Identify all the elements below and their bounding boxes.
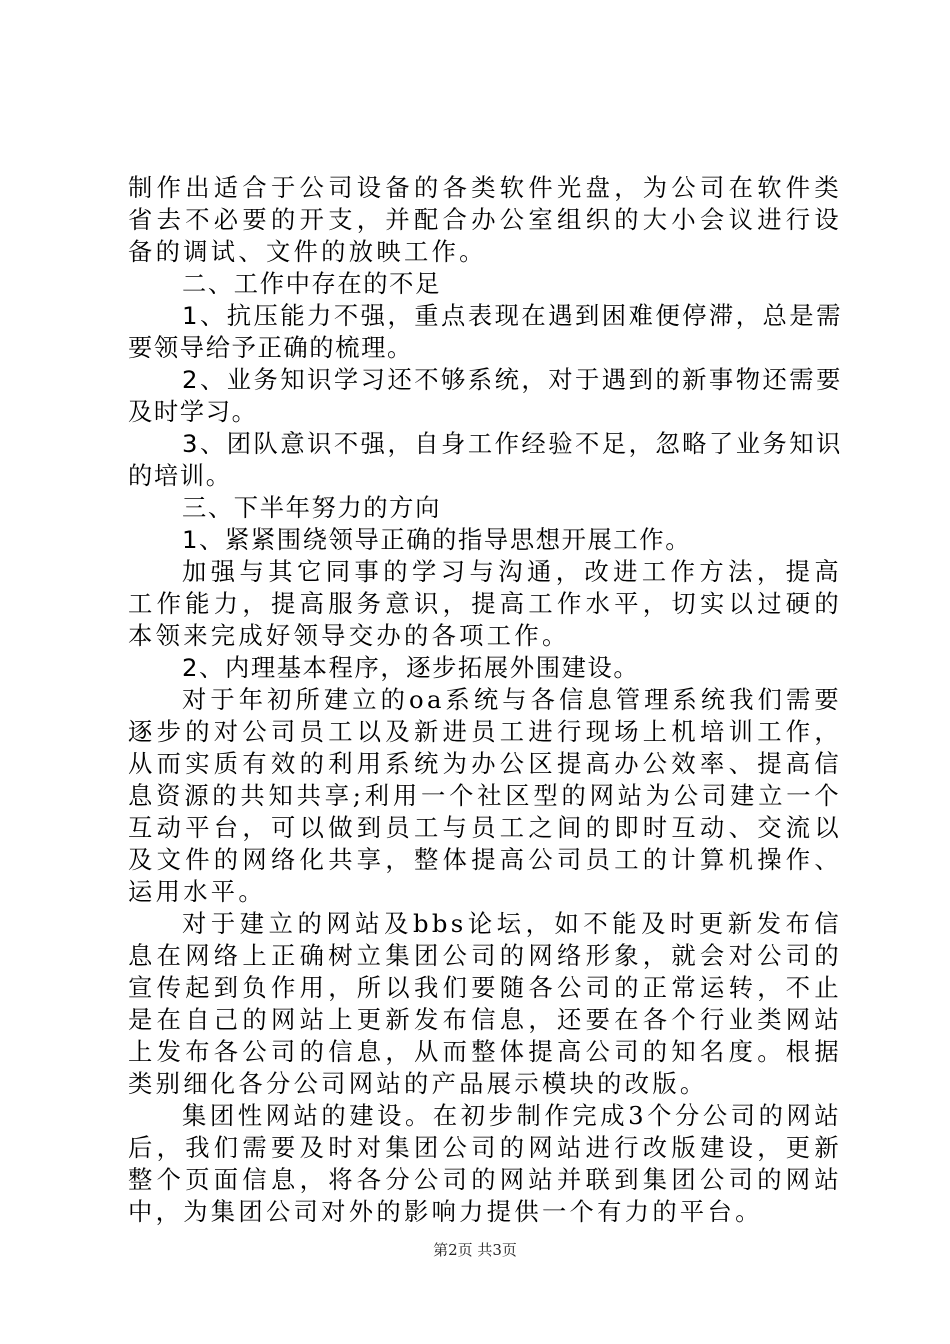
document-body xyxy=(128,172,842,1228)
paragraph-oa-system: 对于年初所建立的oa系统与各信息管理系统我们需要逐步的对公司员工以及新进员工进行现场上机培训工作，从而实质有效的利用系统为办公区提高办公效率、提高信息资源的共知共享;利用一个社区型的网站为公司建立一个互动平台，可以做到员工与员工之间的即时互动、交流以及文件的网络化共享，整体提高公司员工的计算机操作、运用水平。 xyxy=(128,685,842,906)
section-heading-direction: 三、下半年努力的方向 xyxy=(182,493,441,522)
paragraph-group-website: 集团性网站的建设。在初步制作完成3个分公司的网站后，我们需要及时对集团公司的网站进行改版建设，更新整个页面信息，将各分公司的网站并联到集团公司的网站中，为集团公司对外的影响力提供一个有力的平台。 xyxy=(128,1101,842,1226)
paragraph-continuation: 制作出适合于公司设备的各类软件光盘，为公司在软件类省去不必要的开支，并配合办公室组织的大小会议进行设备的调试、文件的放映工作。 xyxy=(128,173,842,266)
list-item-direction-1: 1、紧紧围绕领导正确的指导思想开展工作。 xyxy=(182,525,692,554)
paragraph-direction-1-detail: 加强与其它同事的学习与沟通，改进工作方法，提高工作能力，提高服务意识，提高工作水平，切实以过硬的本领来完成好领导交办的各项工作。 xyxy=(128,557,842,650)
list-item-direction-2: 2、内理基本程序，逐步拓展外围建设。 xyxy=(182,653,640,682)
section-heading-shortcomings: 二、工作中存在的不足 xyxy=(182,269,441,298)
paragraph-website-bbs: 对于建立的网站及bbs论坛，如不能及时更新发布信息在网络上正确树立集团公司的网络形象，就会对公司的宣传起到负作用，所以我们要随各公司的正常运转，不止是在自己的网站上更新发布信息，还要在各个行业类网站上发布各公司的信息，从而整体提高公司的知名度。根据类别细化各分公司网站的产品展示模块的改版。 xyxy=(128,909,842,1098)
page-footer: 第2页 共3页 xyxy=(433,1241,517,1259)
list-item-shortcoming-1: 1、抗压能力不强，重点表现在遇到困难便停滞，总是需要领导给予正确的梳理。 xyxy=(128,301,842,362)
list-item-shortcoming-3: 3、团队意识不强，自身工作经验不足，忽略了业务知识的培训。 xyxy=(128,429,842,490)
list-item-shortcoming-2: 2、业务知识学习还不够系统，对于遇到的新事物还需要及时学习。 xyxy=(128,365,842,426)
